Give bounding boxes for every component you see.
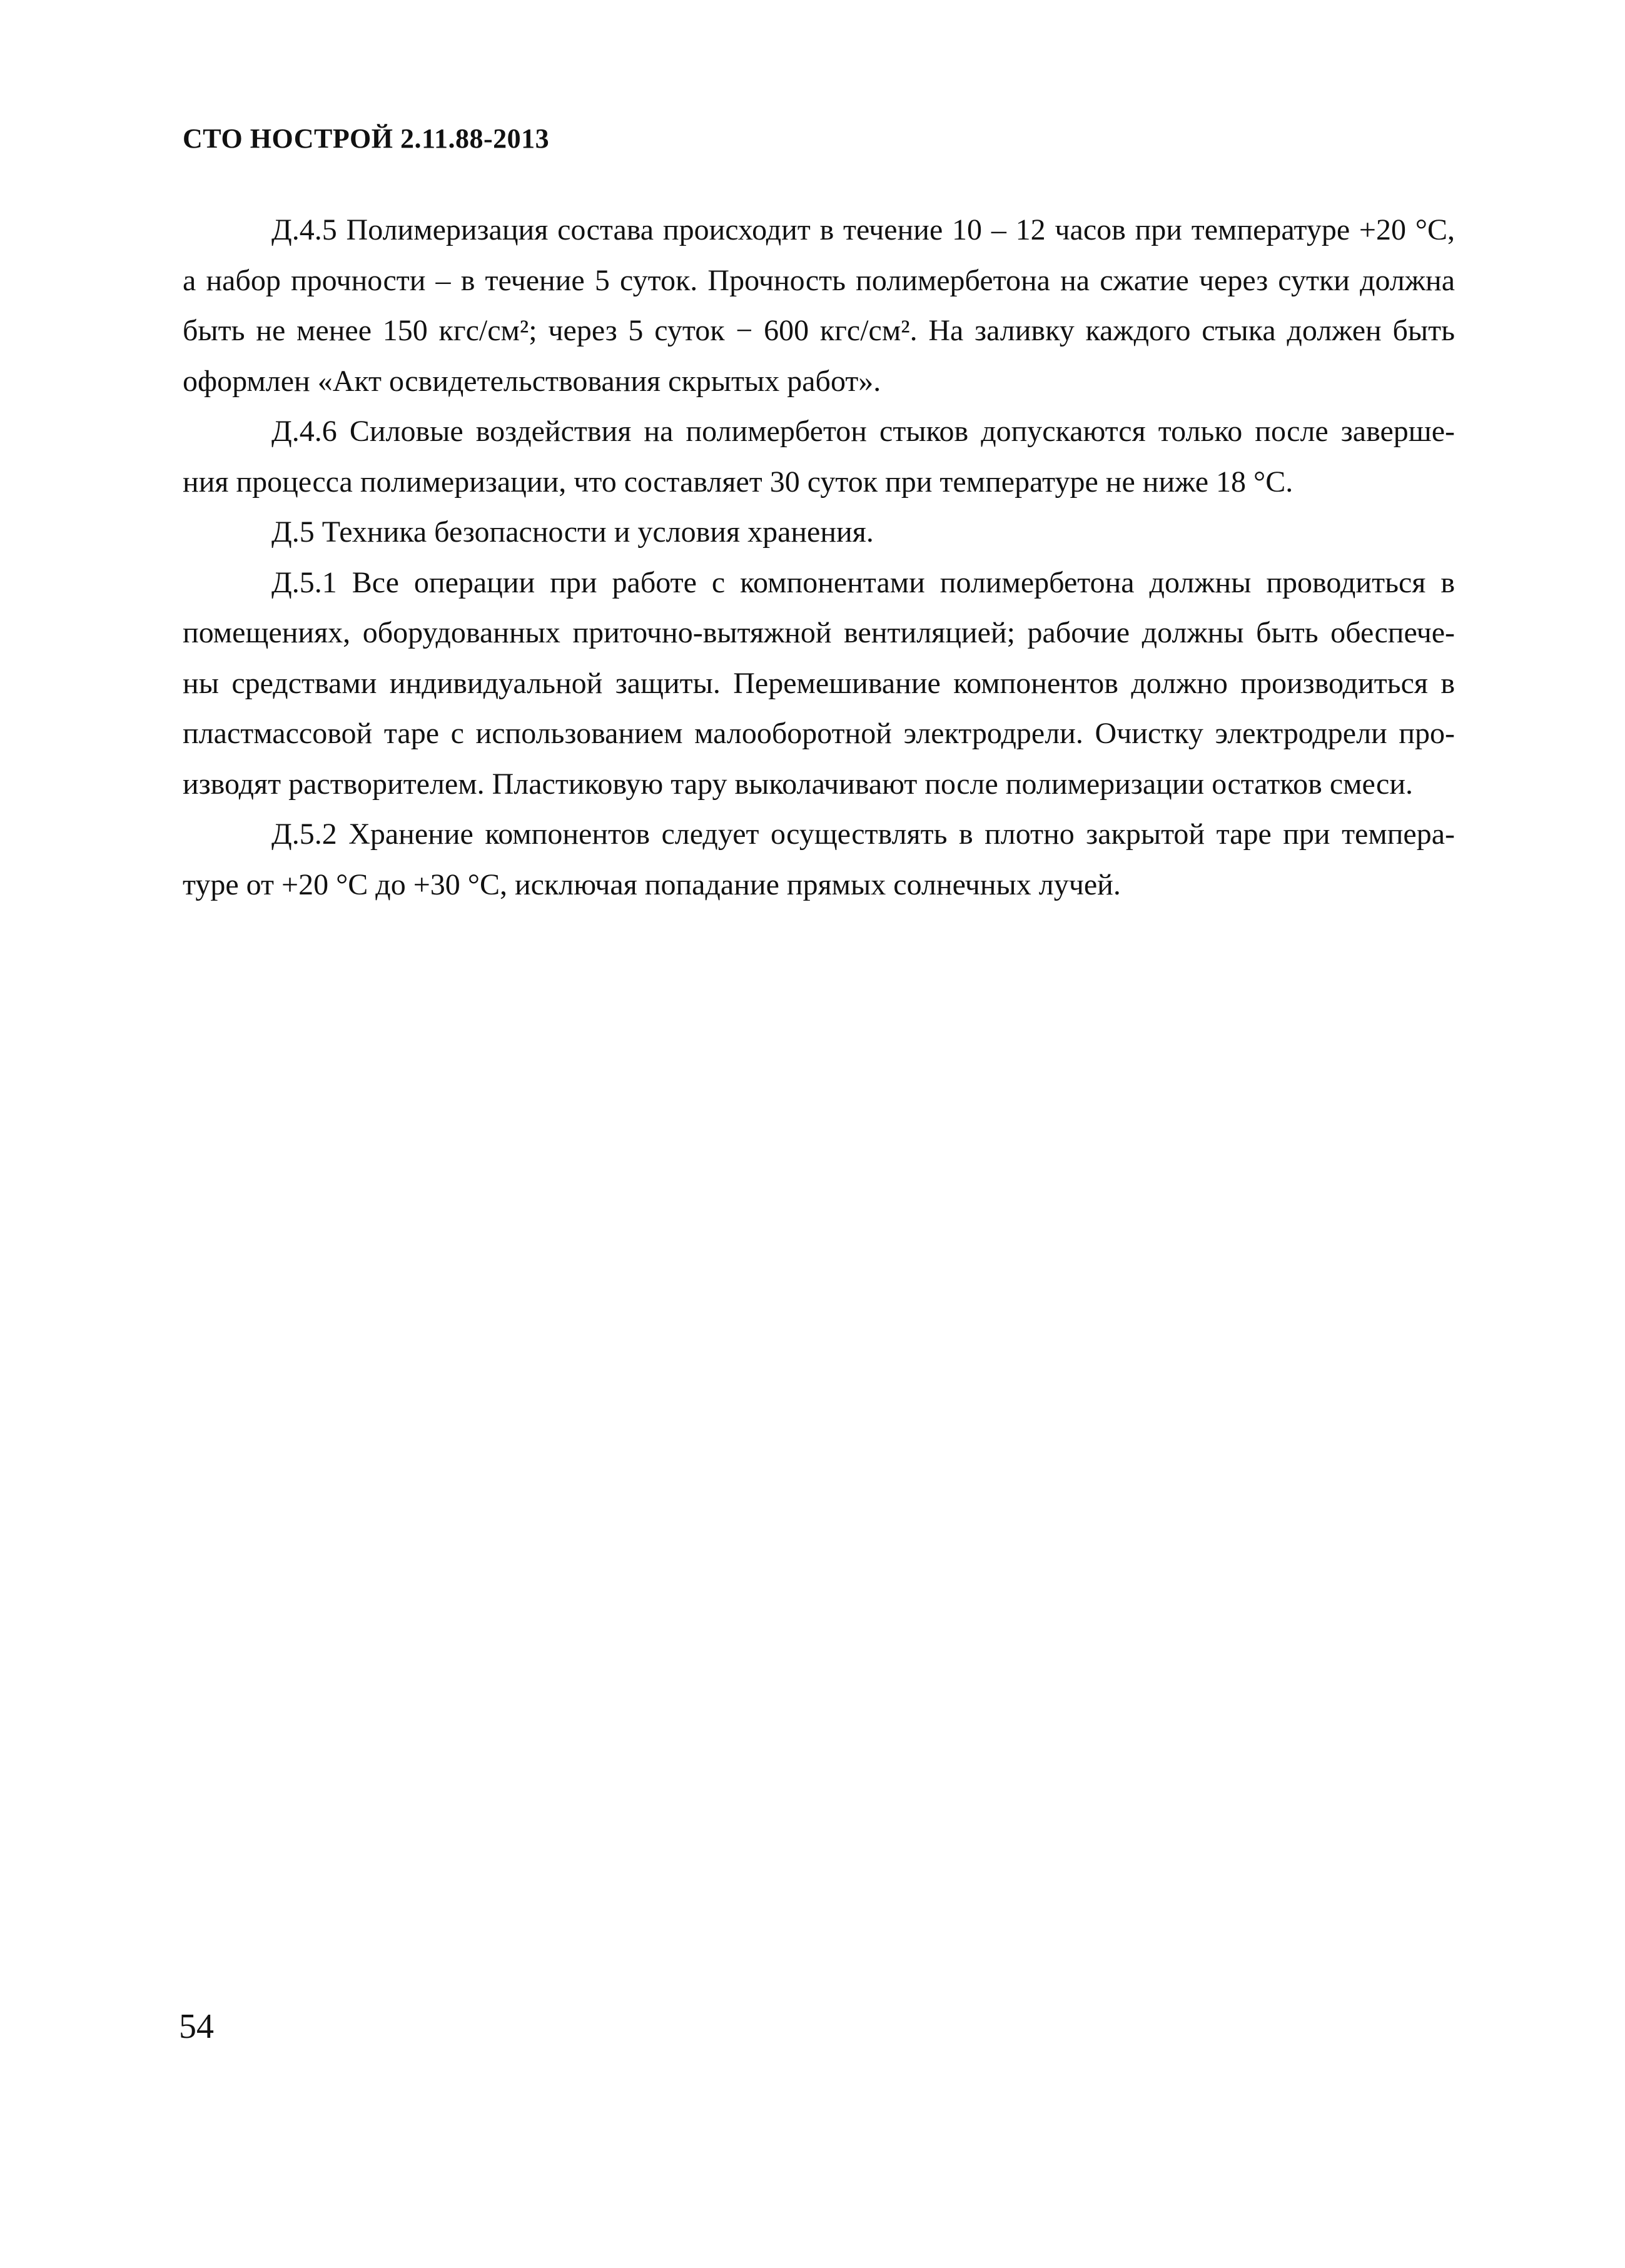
text-line: Д.5.2 Хранение компонентов следует осуществлять в плотно закрытой таре при темпера-: [271, 818, 1455, 851]
text-line: Д.5.1 Все операции при работе с компонентами полимербетона должны проводиться в: [271, 565, 1455, 599]
text-line: ния процесса полимеризации, что составляет 30 суток при температуре не ниже 18 °С.: [183, 465, 1293, 499]
text-line: туре от +20 °С до +30 °С, исключая попадание прямых солнечных лучей.: [183, 868, 1121, 901]
text-line: пластмассовой таре с использованием малооборотной электродрели. Очистку электродрели про-: [183, 717, 1455, 750]
text-line: оформлен «Акт освидетельствования скрытых работ».: [183, 364, 881, 398]
document-body: [183, 205, 1455, 910]
paragraph-d-5-1: [183, 558, 1455, 810]
text-line: Д.5 Техника безопасности и условия хранения.: [271, 515, 874, 549]
text-line: Д.4.6 Силовые воздействия на полимербетон стыков допускаются только после заверше-: [271, 415, 1455, 448]
paragraph-d-4-5: [183, 205, 1455, 407]
text-line: помещениях, оборудованных приточно-вытяжной вентиляцией; рабочие должны быть обеспече-: [183, 616, 1455, 649]
paragraph-d-4-6: [183, 407, 1455, 507]
paragraph-d-5-2: [183, 809, 1455, 910]
text-line: изводят растворителем. Пластиковую тару выколачивают после полимеризации остатков смеси.: [183, 767, 1414, 801]
text-line: Д.4.5 Полимеризация состава происходит в течение 10 – 12 часов при температуре +20 °С,: [271, 213, 1455, 246]
text-line: быть не менее 150 кгс/см²; через 5 суток − 600 кгс/см². На заливку каждого стыка должен быть: [183, 314, 1455, 347]
document-header: СТО НОСТРОЙ 2.11.88-2013: [183, 123, 550, 154]
text-line: а набор прочности – в течение 5 суток. Прочность полимербетона на сжатие через сутки должна: [183, 263, 1455, 297]
section-heading-d-5: [183, 507, 1455, 558]
page-number: 54: [179, 2007, 214, 2046]
text-line: ны средствами индивидуальной защиты. Перемешивание компонентов должно производиться в: [183, 666, 1455, 700]
